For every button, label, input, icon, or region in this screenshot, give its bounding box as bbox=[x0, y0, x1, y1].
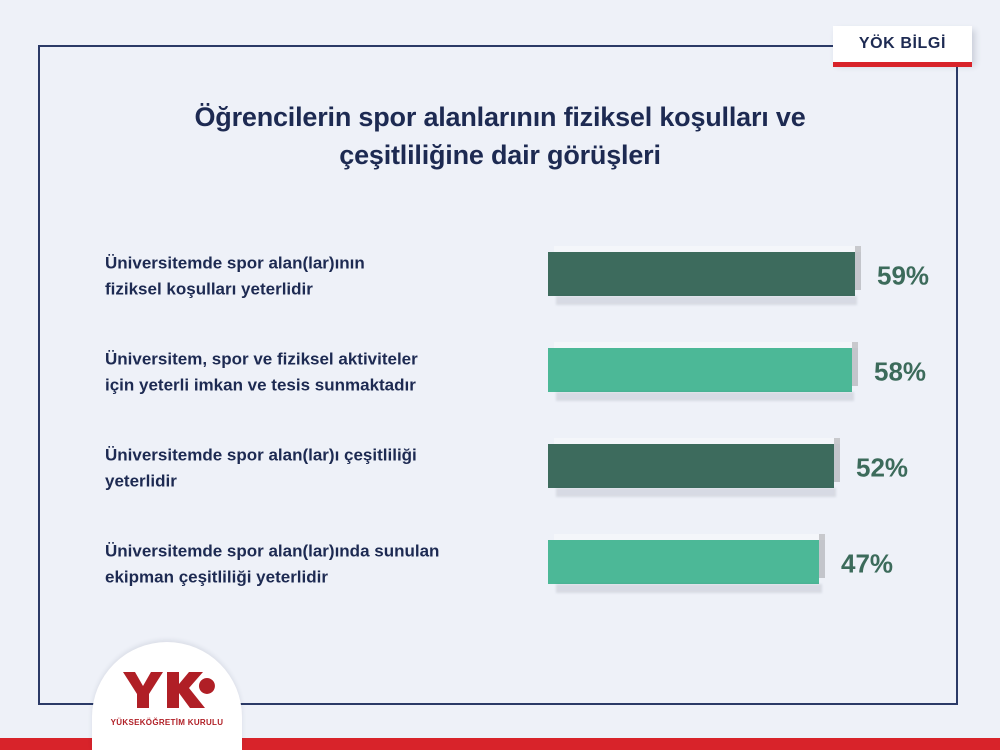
chart-bar-side-face bbox=[852, 342, 858, 386]
yok-logo-icon bbox=[119, 668, 215, 712]
chart-row-label-line: Üniversitemde spor alan(lar)ında sunulan bbox=[105, 541, 440, 561]
chart-bar-side-face bbox=[834, 438, 840, 482]
chart-bar-top-face bbox=[554, 342, 858, 348]
chart-bar bbox=[548, 348, 852, 392]
chart-bar-shadow bbox=[556, 392, 854, 401]
bar-chart bbox=[60, 228, 940, 628]
chart-row bbox=[60, 228, 940, 324]
chart-bar-shadow bbox=[556, 296, 857, 305]
chart-bar-top-face bbox=[554, 534, 825, 540]
chart-row-label-line: Üniversitemde spor alan(lar)ının bbox=[105, 253, 365, 273]
chart-bar-top-face bbox=[554, 246, 861, 252]
chart-row-label-line: ekipman çeşitliliği yeterlidir bbox=[105, 567, 328, 586]
chart-row-label bbox=[105, 251, 525, 302]
chart-bar-side-face bbox=[855, 246, 861, 290]
chart-bar-shadow bbox=[556, 488, 836, 497]
chart-bar bbox=[548, 444, 834, 488]
chart-bar-value: 58% bbox=[874, 356, 927, 387]
yok-bilgi-tag-label: YÖK BİLGİ bbox=[858, 35, 946, 52]
chart-row bbox=[60, 324, 940, 420]
chart-bar-value: 59% bbox=[877, 260, 930, 291]
chart-row-label bbox=[105, 347, 525, 398]
chart-bar-value: 47% bbox=[841, 548, 894, 579]
chart-row bbox=[60, 516, 940, 612]
chart-bar-side-face bbox=[819, 534, 825, 578]
chart-row bbox=[60, 420, 940, 516]
yok-logo-text: YÜKSEKÖĞRETİM KURULU bbox=[110, 718, 224, 727]
chart-bar bbox=[548, 540, 819, 584]
chart-row-label-line: fiziksel koşulları yeterlidir bbox=[105, 279, 313, 298]
chart-bar-shadow bbox=[556, 584, 822, 593]
chart-row-label-line: Üniversitem, spor ve fiziksel aktiviteler bbox=[105, 349, 418, 369]
chart-row-label bbox=[105, 443, 525, 494]
page-title-line-1: Öğrencilerin spor alanlarının fiziksel koşulları ve bbox=[194, 102, 806, 132]
chart-row-label-line: yeterlidir bbox=[105, 471, 177, 490]
chart-bar bbox=[548, 252, 855, 296]
chart-row-label-line: için yeterli imkan ve tesis sunmaktadır bbox=[105, 375, 416, 394]
chart-row-label bbox=[105, 539, 525, 590]
page-title-line-2: çeşitliliğine dair görüşleri bbox=[339, 140, 661, 171]
yok-bilgi-tag bbox=[833, 26, 972, 62]
chart-bar-top-face bbox=[554, 438, 840, 444]
chart-row-label-line: Üniversitemde spor alan(lar)ı çeşitliliği bbox=[105, 445, 417, 465]
page-title bbox=[120, 98, 880, 175]
chart-bar-value: 52% bbox=[856, 452, 909, 483]
